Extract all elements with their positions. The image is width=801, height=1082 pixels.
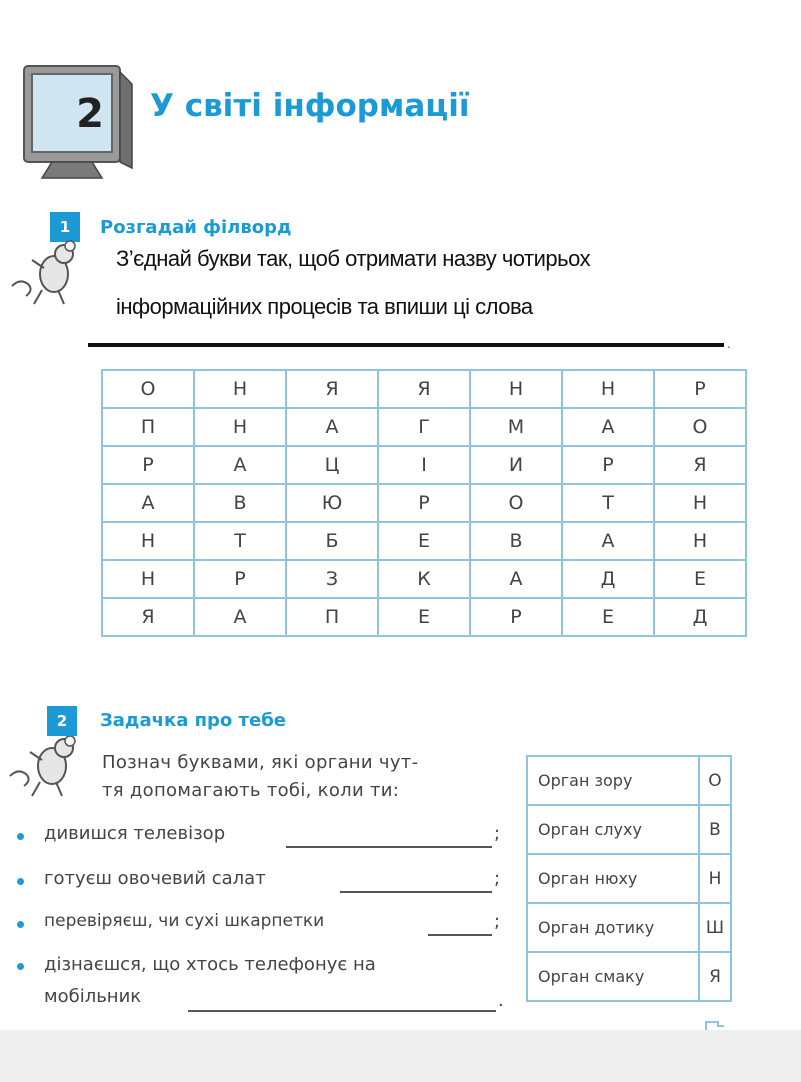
grid-row	[102, 446, 746, 484]
item-text: перевіряєш, чи сухі шкарпетки	[44, 911, 325, 931]
grid-cell[interactable]: Р	[470, 598, 562, 636]
grid-cell[interactable]: Ц	[286, 446, 378, 484]
item-text: дізнаєшся, що хтось телефонує на	[44, 954, 376, 975]
grid-cell[interactable]: П	[102, 408, 194, 446]
grid-cell[interactable]: Я	[654, 446, 746, 484]
grid-cell[interactable]: Р	[378, 484, 470, 522]
task2-text-line1: Познач буквами, які органи чут-	[102, 752, 419, 773]
grid-row	[102, 522, 746, 560]
task1-title: Розгадай філворд	[100, 217, 292, 238]
fill-line[interactable]	[286, 846, 492, 848]
grid-cell[interactable]: А	[286, 408, 378, 446]
grid-cell[interactable]: Н	[654, 522, 746, 560]
grid-cell[interactable]: Н	[102, 522, 194, 560]
bullet	[17, 921, 24, 928]
grid-cell[interactable]: Е	[378, 522, 470, 560]
grid-row	[102, 408, 746, 446]
grid-cell[interactable]: Я	[102, 598, 194, 636]
grid-cell[interactable]: А	[470, 560, 562, 598]
organ-letter: В	[699, 805, 731, 854]
grid-cell[interactable]: Н	[654, 484, 746, 522]
grid-cell[interactable]: Т	[194, 522, 286, 560]
chapter-title: У світі інформації	[150, 88, 470, 124]
organ-row	[527, 805, 731, 854]
task2-badge: 2	[47, 706, 77, 736]
grid-cell[interactable]: Р	[562, 446, 654, 484]
organ-row	[527, 854, 731, 903]
organs-table	[526, 755, 732, 1002]
grid-cell[interactable]: А	[102, 484, 194, 522]
organ-row	[527, 756, 731, 805]
grid-cell[interactable]: Н	[470, 370, 562, 408]
grid-cell[interactable]: І	[378, 446, 470, 484]
grid-cell[interactable]: Б	[286, 522, 378, 560]
grid-row	[102, 598, 746, 636]
item-text-continued: мобільник	[44, 986, 142, 1007]
organ-letter: Я	[699, 952, 731, 1001]
item-text: готуєш овочевий салат	[44, 868, 266, 889]
organ-name: Орган дотику	[527, 903, 699, 952]
organ-name: Орган слуху	[527, 805, 699, 854]
task1-instruction-line2: інформаційних процесів та впиши ці слова	[116, 294, 533, 319]
grid-cell[interactable]: Д	[654, 598, 746, 636]
task2-text-line2: тя допомагають тобі, коли ти:	[102, 780, 400, 801]
item-punct: .	[498, 990, 504, 1011]
mouse-mascot-icon	[6, 238, 86, 308]
grid-cell[interactable]: Н	[194, 370, 286, 408]
organ-letter: Н	[699, 854, 731, 903]
bottom-band	[0, 1030, 801, 1082]
page-turn-icon	[704, 1018, 734, 1032]
grid-cell[interactable]: Я	[286, 370, 378, 408]
grid-cell[interactable]: З	[286, 560, 378, 598]
answer-line-dot: .	[727, 337, 731, 351]
grid-cell[interactable]: Н	[562, 370, 654, 408]
fill-line[interactable]	[340, 891, 492, 893]
item-punct: ;	[494, 823, 501, 844]
grid-cell[interactable]: В	[194, 484, 286, 522]
grid-cell[interactable]: О	[470, 484, 562, 522]
grid-cell[interactable]: О	[102, 370, 194, 408]
fill-line[interactable]	[428, 934, 492, 936]
grid-cell[interactable]: Н	[194, 408, 286, 446]
mouse-mascot-icon	[4, 736, 84, 806]
grid-cell[interactable]: Е	[654, 560, 746, 598]
task2-title: Задачка про тебе	[100, 710, 286, 731]
grid-cell[interactable]: Г	[378, 408, 470, 446]
grid-cell[interactable]: П	[286, 598, 378, 636]
organ-row	[527, 952, 731, 1001]
grid-cell[interactable]: Н	[102, 560, 194, 598]
organ-row	[527, 903, 731, 952]
grid-cell[interactable]: Р	[194, 560, 286, 598]
organ-letter: О	[699, 756, 731, 805]
grid-cell[interactable]: Т	[562, 484, 654, 522]
fillword-grid	[101, 369, 747, 637]
grid-cell[interactable]: И	[470, 446, 562, 484]
grid-cell[interactable]: Д	[562, 560, 654, 598]
bullet	[17, 833, 24, 840]
answer-line[interactable]	[88, 343, 724, 347]
grid-row	[102, 560, 746, 598]
grid-cell[interactable]: Р	[654, 370, 746, 408]
grid-cell[interactable]: О	[654, 408, 746, 446]
grid-cell[interactable]: А	[562, 408, 654, 446]
organ-name: Орган зору	[527, 756, 699, 805]
grid-cell[interactable]: А	[194, 446, 286, 484]
grid-cell[interactable]: М	[470, 408, 562, 446]
fill-line[interactable]	[188, 1010, 496, 1012]
grid-cell[interactable]: Е	[562, 598, 654, 636]
item-text: дивишся телевізор	[44, 823, 226, 844]
grid-row	[102, 370, 746, 408]
organ-name: Орган смаку	[527, 952, 699, 1001]
grid-cell[interactable]: Я	[378, 370, 470, 408]
grid-cell[interactable]: К	[378, 560, 470, 598]
grid-cell[interactable]: Е	[378, 598, 470, 636]
bullet	[17, 963, 24, 970]
organ-name: Орган нюху	[527, 854, 699, 903]
grid-cell[interactable]: А	[562, 522, 654, 560]
bullet	[17, 878, 24, 885]
task1-badge: 1	[50, 212, 80, 242]
task1-instruction-line1: З’єднай букви так, щоб отримати назву чотирьох	[116, 246, 591, 271]
grid-cell[interactable]: А	[194, 598, 286, 636]
grid-row	[102, 484, 746, 522]
chapter-number: 2	[76, 91, 104, 137]
item-punct: ;	[494, 911, 501, 932]
grid-cell[interactable]: Ю	[286, 484, 378, 522]
organ-letter: Ш	[699, 903, 731, 952]
grid-cell[interactable]: В	[470, 522, 562, 560]
item-punct: ;	[494, 868, 501, 889]
grid-cell[interactable]: Р	[102, 446, 194, 484]
